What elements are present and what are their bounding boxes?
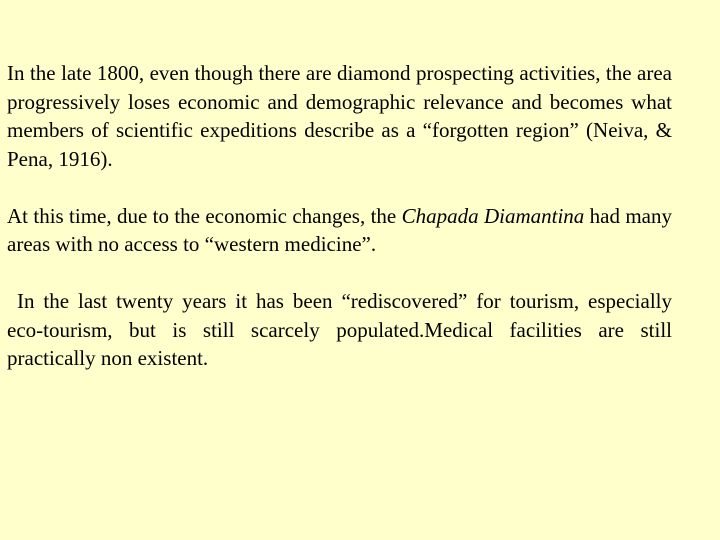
chapada-diamantina-emphasis: Chapada Diamantina xyxy=(401,203,585,228)
paragraph-tourism: In the last twenty years it has been “rediscovered” for tourism, especially eco-tourism, but is still scarcely populated.Medical facilities are still practically non existent. xyxy=(7,289,672,370)
paragraph-medicine-access-after: had many areas with no access to “western medicine”. xyxy=(7,203,672,256)
paragraph-spacer xyxy=(7,259,672,288)
paragraph-medicine-access xyxy=(7,202,672,259)
paragraph-history: In the late 1800, even though there are diamond prospecting activities, the area progressively loses economic and demographic relevance and becomes what members of scientific expeditions describe as a “forgotten region” (Neiva, & Pena, 1916). xyxy=(7,61,672,171)
paragraph-medicine-access-before: At this time, due to the economic changes, the xyxy=(7,203,402,228)
body-text xyxy=(7,59,672,373)
paragraph-spacer xyxy=(7,173,672,202)
